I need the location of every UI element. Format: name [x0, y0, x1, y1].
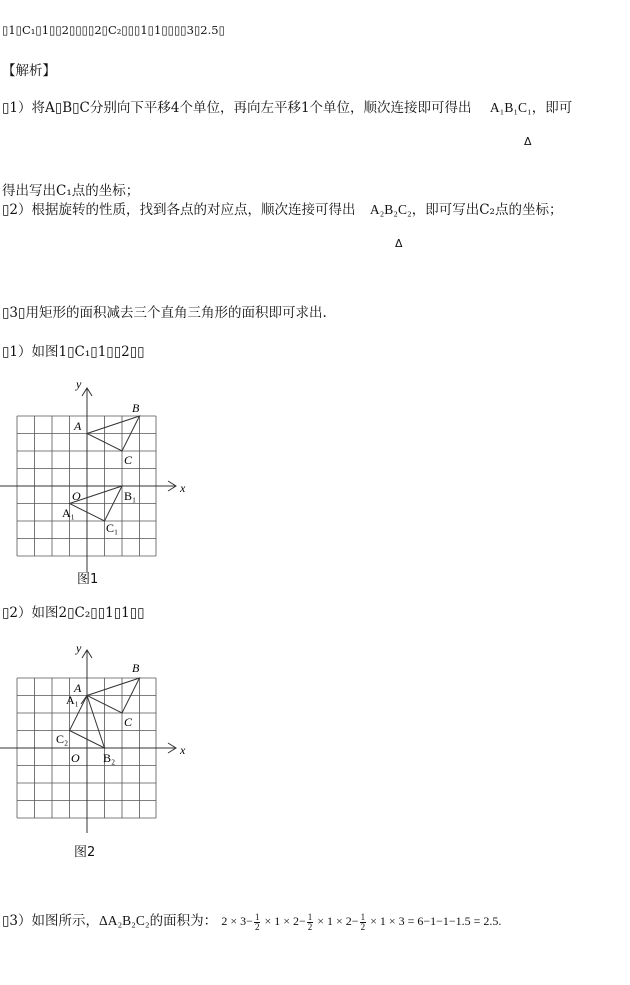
- part2-text: ▯2）根据旋转的性质，找到各点的对应点，顺次连接可得出: [2, 202, 356, 218]
- point-a1-label: A₁: [62, 506, 75, 520]
- formula-term-2: × 1 × 2−: [261, 914, 306, 928]
- part1-suffix: ，即可: [531, 100, 573, 116]
- answer-part-1: ▯1）如图1▯C₁▯1▯▯2▯▯: [2, 344, 145, 360]
- fraction-half: [360, 913, 367, 932]
- fraction-denominator: 2: [360, 921, 366, 932]
- point-a1-label: A₁: [66, 693, 79, 707]
- part1-continuation: 得出写出C₁点的坐标；: [2, 183, 140, 199]
- part3-prefix: ▯3）如图所示，: [2, 913, 100, 929]
- answer-part-3: [2, 912, 501, 932]
- solution-part-3: ▯3▯用矩形的面积减去三个直角三角形的面积即可求出.: [2, 305, 327, 321]
- fraction-numerator: 1: [360, 911, 366, 922]
- figure-2: [0, 640, 200, 840]
- fraction-numerator: 1: [307, 911, 313, 922]
- point-c1-label: C₁: [106, 521, 119, 535]
- figure-2-caption: 图2: [74, 845, 96, 860]
- part1-text: ▯1）将A▯B▯C分别向下平移4个单位，再向左平移1个单位，顺次连接即可得出: [2, 100, 472, 116]
- point-b-label: B: [132, 401, 140, 415]
- part2-suffix: ，即可写出C₂点的坐标；: [411, 202, 563, 218]
- y-axis-label: y: [76, 377, 82, 391]
- point-c-label: C: [124, 453, 133, 467]
- part2-triangle-symbol: Δ: [395, 237, 403, 250]
- fraction-denominator: 2: [254, 921, 260, 932]
- y-axis-label: y: [76, 641, 82, 655]
- point-c2-label: C₂: [56, 732, 69, 746]
- point-b1-label: B₁: [124, 489, 137, 503]
- answer-summary: ▯1▯C₁▯1▯▯2▯▯▯▯2▯C₂▯▯▯1▯1▯▯▯▯3▯2.5▯: [2, 23, 225, 37]
- part3-mid: 的面积为：: [149, 913, 218, 929]
- origin-label: O: [72, 489, 81, 503]
- point-b-label: B: [132, 661, 140, 675]
- formula-term-4: × 1 × 3 = 6−1−1−1.5 = 2.5.: [367, 914, 502, 928]
- area-formula: [221, 911, 502, 932]
- section-title: 【解析】: [2, 63, 56, 79]
- figure-2-axes: [0, 650, 176, 833]
- point-a-label: A: [74, 419, 82, 433]
- solution-part-2: [2, 201, 562, 219]
- point-a-label: A: [74, 681, 82, 695]
- answer-part-2: ▯2）如图2▯C₂▯▯1▯1▯▯: [2, 605, 145, 621]
- fraction-numerator: 1: [254, 911, 260, 922]
- point-c-label: C: [124, 715, 133, 729]
- solution-part-1: [2, 99, 572, 117]
- figure-1-caption: 图1: [77, 572, 99, 587]
- fraction-half: [307, 913, 314, 932]
- fraction-denominator: 2: [307, 921, 313, 932]
- formula-term-1: 2 × 3−: [221, 914, 253, 928]
- x-axis-label: x: [180, 743, 186, 757]
- point-b2-label: B₂: [103, 751, 116, 765]
- part1-triangle-symbol: Δ: [524, 135, 532, 148]
- x-axis-label: x: [180, 481, 186, 495]
- fraction-half: [254, 913, 261, 932]
- origin-label: O: [71, 751, 80, 765]
- part2-triangle-name: A₂B₂C₂: [369, 202, 412, 217]
- figure-1: [0, 372, 200, 572]
- part1-triangle-name: A₁B₁C₁: [489, 100, 532, 115]
- part3-triangle: ΔA₂B₂C₂: [99, 913, 150, 928]
- formula-term-3: × 1 × 2−: [314, 914, 359, 928]
